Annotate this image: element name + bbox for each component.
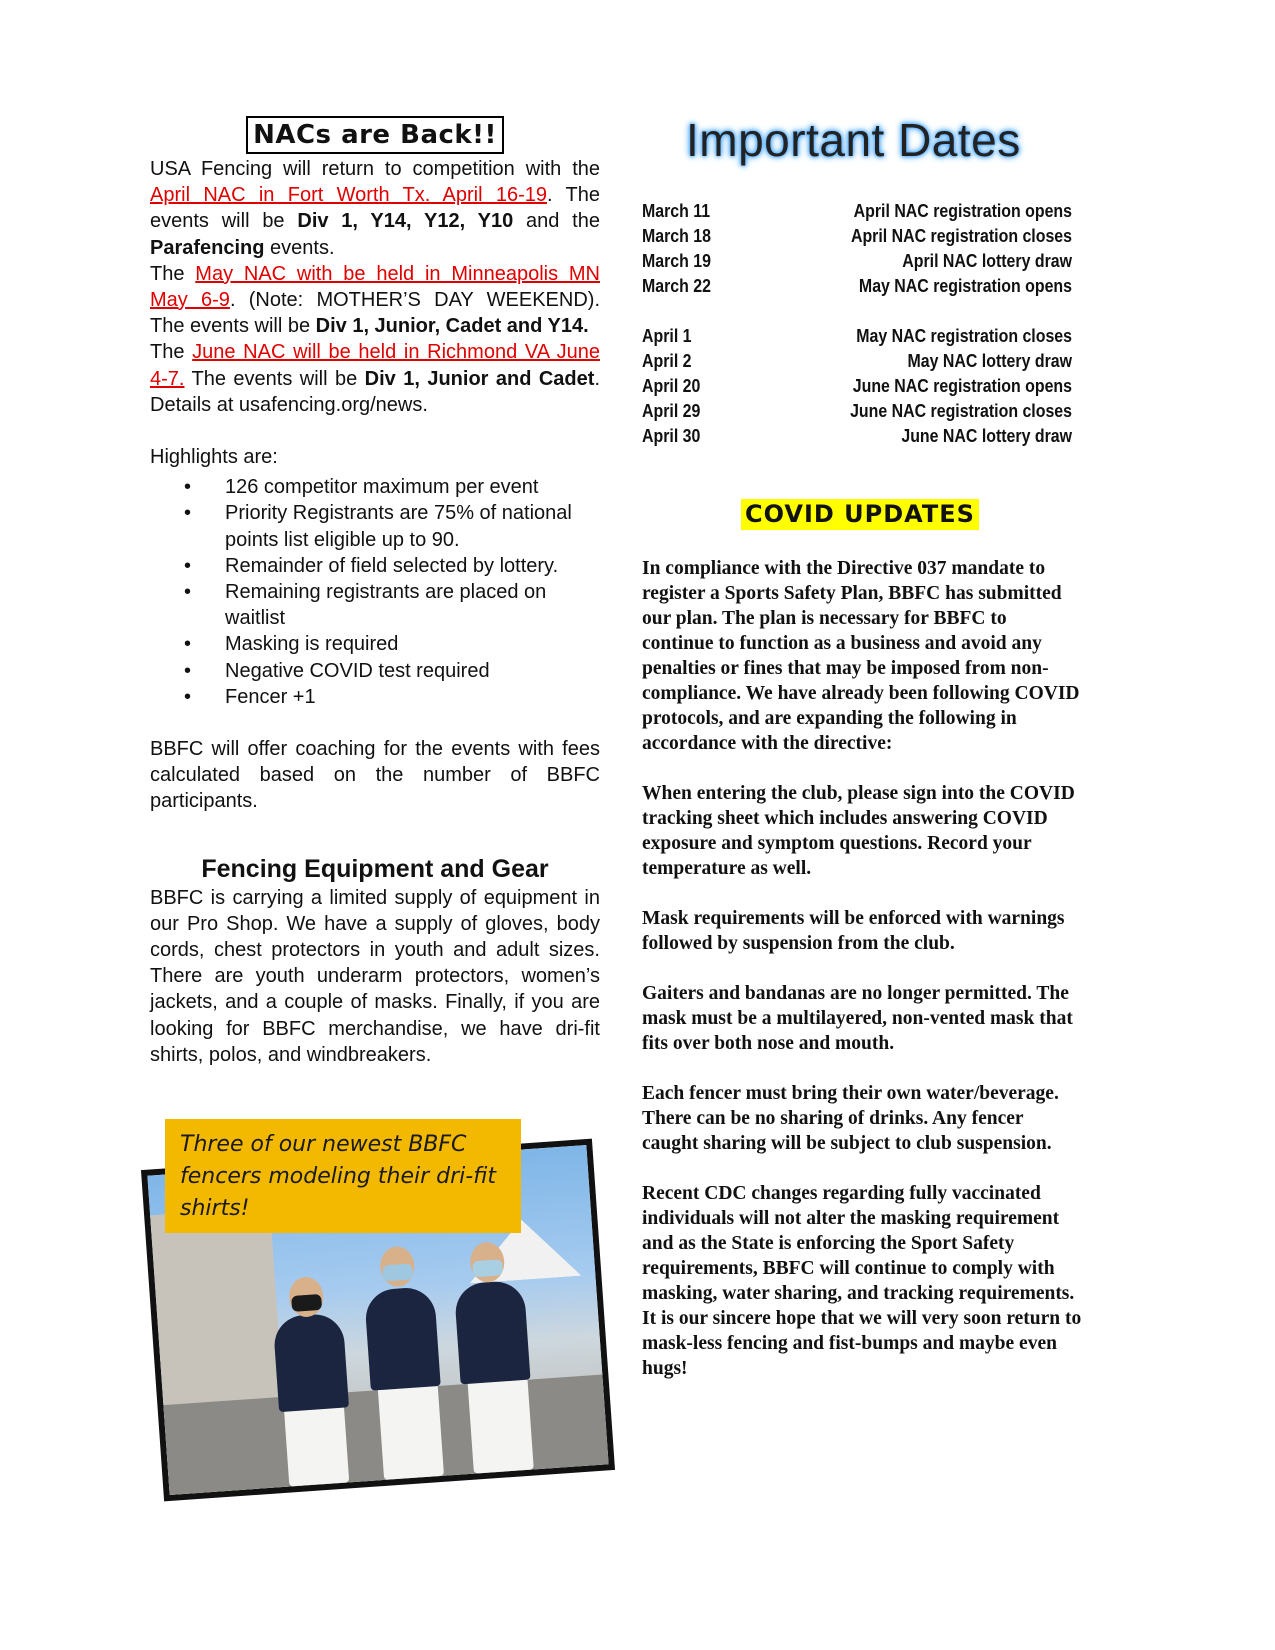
date-row [642,373,1072,398]
date: April 2 [642,350,692,371]
list-item: • Masking is required [150,631,600,657]
covid-paragraph: Recent CDC changes regarding fully vaccinated individuals will not alter the masking requirement and as the State is enforcing the Sport Safety requirements, BBFC will continue to comply with masking, water sharing, and tracking requirements. It is our sincere hope that we will very soon return to mask-less fencing and fist-bumps and maybe even hugs! [642,1183,1082,1379]
date-event: June NAC lottery draw [901,425,1072,446]
list-item: • Priority Registrants are 75% of national points list eligible up to 90. [150,500,600,552]
covid-paragraph: Gaiters and bandanas are no longer permitted. The mask must be a multilayered, non-vented mask that fits over both nose and mouth. [642,983,1073,1054]
list-item: • Remaining registrants are placed on waitlist [150,579,600,631]
may-nac-link[interactable]: May NAC with be held in Minneapolis MN May 6-9 [150,262,600,312]
nacs-title: NACs are Back!! [246,116,504,154]
text: USA Fencing will return to competition with the [150,158,600,180]
equipment-paragraph: BBFC is carrying a limited supply of equipment in our Pro Shop. We have a supply of gloves, body cords, chest protectors in youth and adult sizes. There are youth underarm protectors, women’s jackets, and a couple of masks. Finally, if you are looking for BBFC merchandise, we have dri-fit shirts, polos, and windbreakers. [150,886,600,1066]
list-item: • 126 competitor maximum per event [150,474,600,500]
text: . (Note: MOTHER’S DAY WEEKEND). The events will be [150,289,600,338]
nacs-title-wrap [150,116,600,154]
date-event: April NAC lottery draw [902,250,1072,271]
june-events: Div 1, Junior and Cadet [364,367,595,390]
date-event: April NAC registration opens [853,200,1072,221]
date-event: May NAC lottery draw [907,350,1072,371]
photo-caption: Three of our newest BBFC fencers modeling their dri-fit shirts! [180,1132,497,1221]
fencer-2-body [364,1286,441,1391]
text: and the [513,210,600,233]
date-event: June NAC registration opens [852,375,1072,396]
nacs-paragraph-may [150,261,600,340]
april-events: Div 1, Y14, Y12, Y10 [297,210,514,233]
date-row [642,423,1072,448]
covid-paragraph: Each fencer must bring their own water/beverage. There can be no sharing of drinks. Any fencer caught sharing will be subject to club suspension. [642,1083,1059,1154]
equipment-title: Fencing Equipment and Gear [201,854,549,883]
date: March 22 [642,275,711,296]
fencer-1-mask [291,1294,322,1312]
date-row [642,348,1072,373]
dates-list [642,198,1072,448]
fencer-2-mask [382,1263,413,1281]
date-event: April NAC registration closes [850,225,1072,246]
date: April 20 [642,375,701,396]
covid-paragraph: When entering the club, please sign into the COVID tracking sheet which includes answering COVID exposure and symptom questions. Record your temperature as well. [642,783,1075,879]
date-row [642,323,1072,348]
date-event: May NAC registration closes [856,325,1072,346]
highlights-section [150,444,600,710]
highlights-list [150,474,600,710]
date-row [642,273,1072,298]
parafencing-label: Parafencing [150,236,265,259]
date-row [642,248,1072,273]
dates-gap [642,298,1072,323]
date: April 30 [642,425,701,446]
important-dates-title: Important Dates [686,114,1021,166]
fencer-1-body [273,1312,349,1412]
date-row [642,198,1072,223]
list-item: • Fencer +1 [150,684,600,710]
date: March 11 [642,200,711,221]
covid-paragraph: Mask requirements will be enforced with warnings followed by suspension from the club. [642,908,1065,954]
date-row [642,223,1072,248]
text: The [150,341,193,364]
covid-paragraph: In compliance with the Directive 037 mandate to register a Sports Safety Plan, BBFC has submitted our plan. The plan is necessary for BBFC to continue to function as a business and avoid any penalties or fines that may be imposed from non-compliance. We have already been following COVID protocols, and are expanding the following in accordance with the directive: [642,558,1080,754]
text: The [150,262,196,285]
date: April 1 [642,325,692,346]
coaching-paragraph: BBFC will offer coaching for the events with fees calculated based on the number of BBFC participants. [150,738,600,813]
date: March 18 [642,225,711,246]
highlights-label: Highlights are: [150,446,278,469]
text: The events will be [184,367,365,390]
text: . The events will be [150,184,600,233]
date-event: May NAC registration opens [858,275,1072,296]
text: events. [264,236,335,259]
fencer-3-body [454,1280,531,1385]
date-event: June NAC registration closes [850,400,1072,421]
april-nac-link[interactable]: April NAC in Fort Worth Tx. April 16-19 [150,184,548,207]
date-row [642,398,1072,423]
date: March 19 [642,250,711,271]
may-events: Div 1, Junior, Cadet and Y14. [315,315,589,338]
fencer-3-mask [472,1259,503,1277]
nacs-paragraph-june [150,339,600,418]
list-item: • Remainder of field selected by lottery. [150,553,600,579]
covid-updates-title: COVID UPDATES [741,499,979,530]
nacs-paragraph-april [150,156,600,261]
covid-body [642,556,1082,1406]
list-item: • Negative COVID test required [150,658,600,684]
june-nac-link[interactable]: June NAC will be held in Richmond VA June 4-7. [150,341,600,390]
date: April 29 [642,400,701,421]
left-column [150,116,600,1068]
text: . Details at usafencing.org/news. [150,367,600,416]
